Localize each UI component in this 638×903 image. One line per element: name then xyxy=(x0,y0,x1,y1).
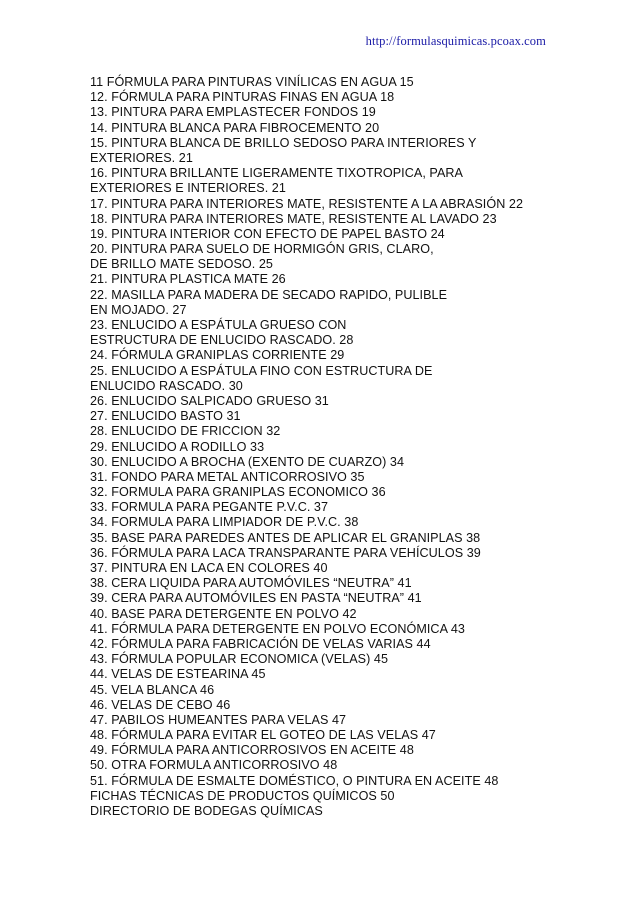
toc-line: DE BRILLO MATE SEDOSO. 25 xyxy=(90,257,273,272)
toc-line: 20. PINTURA PARA SUELO DE HORMIGÓN GRIS, CLARO, xyxy=(90,242,434,257)
toc-line: 43. FÓRMULA POPULAR ECONOMICA (VELAS) 45 xyxy=(90,652,389,667)
toc-line: 44. VELAS DE ESTEARINA 45 xyxy=(90,667,266,682)
toc-line: 34. FORMULA PARA LIMPIADOR DE P.V.C. 38 xyxy=(90,515,359,530)
toc-line: EXTERIORES E INTERIORES. 21 xyxy=(90,181,286,196)
toc-line: 15. PINTURA BLANCA DE BRILLO SEDOSO PARA INTERIORES Y xyxy=(90,135,477,150)
toc-line: 45. VELA BLANCA 46 xyxy=(90,682,215,697)
toc-line: 11 FÓRMULA PARA PINTURAS VINÍLICAS EN AGUA 15 xyxy=(90,75,414,89)
toc-line: 31. FONDO PARA METAL ANTICORROSIVO 35 xyxy=(90,469,365,484)
toc-line: 27. ENLUCIDO BASTO 31 xyxy=(90,409,241,424)
toc-line: DIRECTORIO DE BODEGAS QUÍMICAS xyxy=(90,804,323,818)
toc-line: 42. FÓRMULA PARA FABRICACIÓN DE VELAS VARIAS 44 xyxy=(90,636,431,651)
toc-line: 39. CERA PARA AUTOMÓVILES EN PASTA “NEUTRA” 41 xyxy=(90,591,422,606)
toc-line: 26. ENLUCIDO SALPICADO GRUESO 31 xyxy=(90,393,329,408)
toc-line: 38. CERA LIQUIDA PARA AUTOMÓVILES “NEUTRA” 41 xyxy=(90,576,412,591)
toc-line: 13. PINTURA PARA EMPLASTECER FONDOS 19 xyxy=(90,105,376,120)
toc-line: 19. PINTURA INTERIOR CON EFECTO DE PAPEL BASTO 24 xyxy=(90,226,445,241)
toc-line: 18. PINTURA PARA INTERIORES MATE, RESISTENTE AL LAVADO 23 xyxy=(90,211,497,226)
toc-line: ENLUCIDO RASCADO. 30 xyxy=(90,378,243,393)
toc-line: 17. PINTURA PARA INTERIORES MATE, RESISTENTE A LA ABRASIÓN 22 xyxy=(90,196,523,211)
toc-line: EN MOJADO. 27 xyxy=(90,302,187,317)
header-url-link[interactable]: http://formulasquimicas.pcoax.com xyxy=(365,34,546,48)
toc-line: 21. PINTURA PLASTICA MATE 26 xyxy=(90,272,286,287)
toc-line: 51. FÓRMULA DE ESMALTE DOMÉSTICO, O PINTURA EN ACEITE 48 xyxy=(90,773,499,788)
toc-line: 41. FÓRMULA PARA DETERGENTE EN POLVO ECONÓMICA 43 xyxy=(90,621,465,636)
toc-line: FICHAS TÉCNICAS DE PRODUCTOS QUÍMICOS 50 xyxy=(90,788,395,803)
toc-line: 46. VELAS DE CEBO 46 xyxy=(90,697,231,712)
toc-line: 12. FÓRMULA PARA PINTURAS FINAS EN AGUA 18 xyxy=(90,90,395,105)
toc-line: 28. ENLUCIDO DE FRICCION 32 xyxy=(90,424,281,439)
toc-line: EXTERIORES. 21 xyxy=(90,150,193,165)
table-of-contents xyxy=(90,75,560,819)
toc-line: 35. BASE PARA PAREDES ANTES DE APLICAR EL GRANIPLAS 38 xyxy=(90,530,481,545)
toc-line: 47. PABILOS HUMEANTES PARA VELAS 47 xyxy=(90,712,347,727)
toc-line: 32. FORMULA PARA GRANIPLAS ECONOMICO 36 xyxy=(90,485,386,500)
toc-line: 36. FÓRMULA PARA LACA TRANSPARANTE PARA VEHÍCULOS 39 xyxy=(90,545,481,560)
toc-line: 22. MASILLA PARA MADERA DE SECADO RAPIDO, PULIBLE xyxy=(90,287,448,302)
toc-line: 50. OTRA FORMULA ANTICORROSIVO 48 xyxy=(90,758,338,773)
toc-line: ESTRUCTURA DE ENLUCIDO RASCADO. 28 xyxy=(90,333,354,348)
toc-line: 29. ENLUCIDO A RODILLO 33 xyxy=(90,439,265,454)
toc-line: 33. FORMULA PARA PEGANTE P.V.C. 37 xyxy=(90,500,329,515)
toc-line: 25. ENLUCIDO A ESPÁTULA FINO CON ESTRUCTURA DE xyxy=(90,363,433,378)
toc-line: 23. ENLUCIDO A ESPÁTULA GRUESO CON xyxy=(90,318,347,332)
toc-line: 48. FÓRMULA PARA EVITAR EL GOTEO DE LAS VELAS 47 xyxy=(90,728,436,743)
toc-line: 24. FÓRMULA GRANIPLAS CORRIENTE 29 xyxy=(90,348,345,363)
toc-line: 30. ENLUCIDO A BROCHA (EXENTO DE CUARZO) 34 xyxy=(90,454,405,469)
toc-line: 14. PINTURA BLANCA PARA FIBROCEMENTO 20 xyxy=(90,120,380,135)
toc-line: 37. PINTURA EN LACA EN COLORES 40 xyxy=(90,561,328,575)
toc-line: 40. BASE PARA DETERGENTE EN POLVO 42 xyxy=(90,606,357,621)
toc-line: 16. PINTURA BRILLANTE LIGERAMENTE TIXOTROPICA, PARA xyxy=(90,166,463,181)
toc-line: 49. FÓRMULA PARA ANTICORROSIVOS EN ACEITE 48 xyxy=(90,743,414,758)
